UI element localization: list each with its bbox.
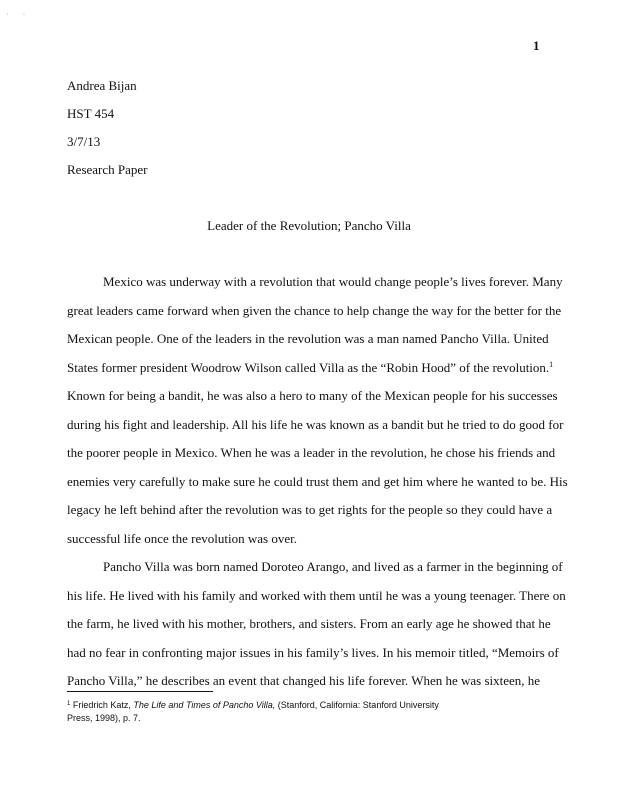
document-type: Research Paper [67,162,148,177]
footnote-number: 1 [67,701,71,707]
paragraph-line: successful life once the revolution was over. [67,530,297,546]
paragraph-line: Pancho Villa,” he describes an event that changed his life forever. When he was sixteen, he [67,673,541,688]
paragraph-line: enemies very carefully to make sure he could trust them and get him where he wanted to be. His [67,473,568,489]
date: 3/7/13 [67,134,101,149]
paragraph-line-with-footnote [67,358,557,387]
paragraph-line: Mexico was underway with a revolution that would change people’s lives forever. Many [103,274,563,289]
paragraph-line: the poorer people in Mexico. When he was a leader in the revolution, he chose his friends and [67,445,556,460]
footnote-publication: (Stanford, California: Stanford University [277,700,439,710]
paragraph-line: legacy he left behind after the revolution was to get rights for the people so they could have a [67,502,553,517]
paragraph-line: had no fear in confronting major issues in his family’s lives. In his memoir titled, “Memoirs of [67,644,559,660]
author-name: Andrea Bijan [67,78,137,93]
paper-title: Leader of the Revolution; Pancho Villa [207,218,411,233]
footnote-reference[interactable]: 1 [549,359,554,369]
footnote-author: Friedrich Katz, [72,700,131,710]
paragraph-line-text: States former president Woodrow Wilson called Villa as the “Robin Hood” of the revolution. [67,359,550,375]
paragraph-line: Pancho Villa was born named Doroteo Arango, and lived as a farmer in the beginning of [103,559,563,574]
paragraph-line: great leaders came forward when given the chance to help change the way for the better for the [67,302,562,318]
paragraph-line: Mexican people. One of the leaders in the revolution was a man named Pancho Villa. United [67,331,549,346]
paragraph-line: Known for being a bandit, he was also a hero to many of the Mexican people for his successes [67,388,558,403]
page-number: 1 [533,38,540,53]
course-code: HST 454 [67,106,115,121]
heading-block [67,76,148,188]
footnote [67,699,537,725]
scan-specks: · · [6,10,32,19]
body-text [67,272,568,700]
footnote-book-title: The Life and Times of Pancho Villa, [133,700,276,710]
footnote-divider [67,691,213,692]
paragraph-line: his life. He lived with his family and worked with them until he was a young teenager. There on [67,587,566,603]
paragraph-line: the farm, he lived with his mother, brothers, and sisters. From an early age he showed that he [67,616,551,631]
footnote-line: Press, 1998), p. 7. [67,713,141,723]
footnote-line [67,699,537,712]
paragraph-line: during his fight and leadership. All his life he was known as a bandit but he tried to do good for [67,416,564,432]
